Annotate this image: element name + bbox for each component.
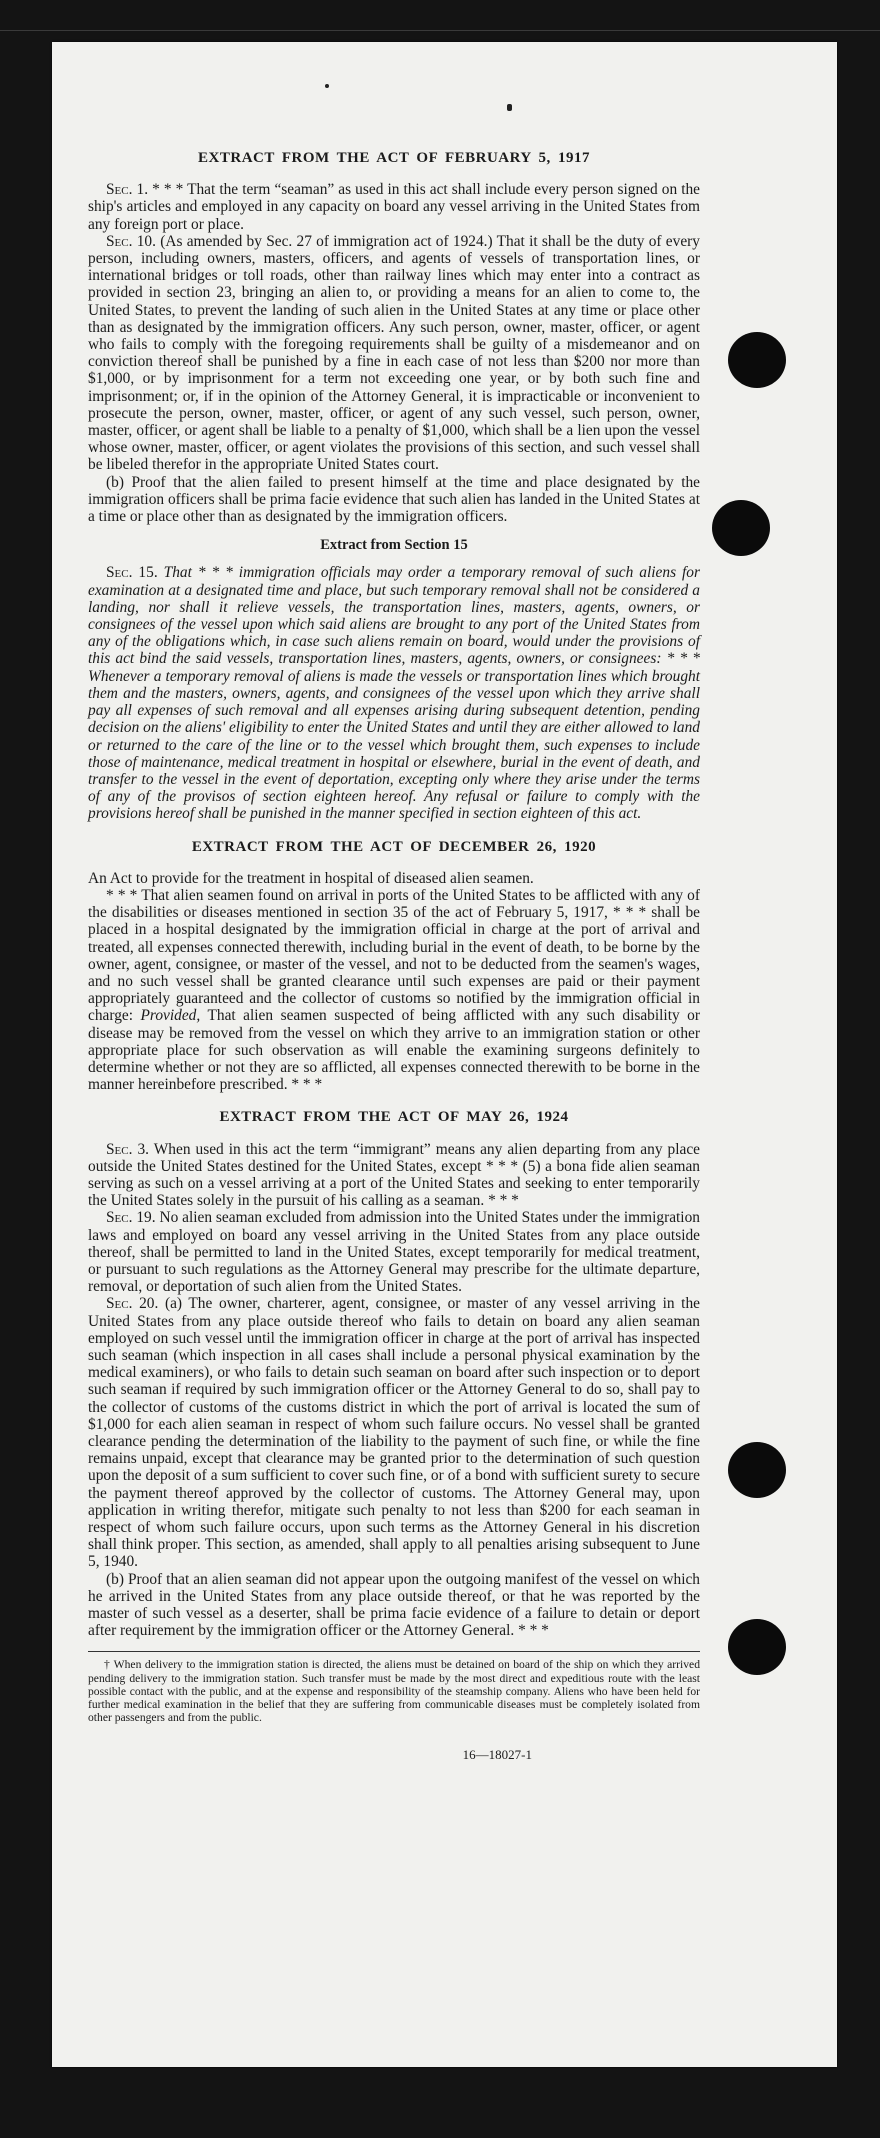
subheading-section-15: Extract from Section 15 [320, 537, 468, 554]
section-20b-paragraph: (b) Proof that an alien seaman did not appear upon the outgoing manifest of the vessel on which he arrived in the United States from any place outside thereof, or that he was reported by the master of such vessel as a deserter, shall be prima facie evidence of a failure to detain or deport after requirement by the immigration officer or the Attorney General. * * * [88, 1570, 700, 1640]
section-1-text: * * * That the term “seaman” as used in this act shall include every person signed on the ship's articles and employed in any capacity on board any vessel arriving in the United States from any foreign port or place. [88, 181, 700, 233]
punch-hole [728, 332, 786, 388]
section-15-text: That * * * immigration officials may order a temporary removal of such aliens for examination at a designated time and place, but such temporary removal shall not be considered a landing, nor shall it relieve vessels, the transportation lines, masters, agents, owners, or consignees of the vessel upon which said aliens are brought to any port of the United States from any of the obligations which, in case such aliens remain on board, would under the provisions of this act bind the said vessels, transportation lines, masters, agents, owners, or consignees: * * * Whenever a temporary removal of aliens is made the vessels or transportation lines which brought them and the masters, owners, agents, and consignees of the vessel upon which they arrive shall pay all expenses of such removal and all expenses arising during subsequent detention, pending decision on the aliens' eligibility to enter the United States and until they are either allowed to land or returned to the care of the line or to the vessel which brought them, such expenses to include those of maintenance, medical treatment in hospital or elsewhere, burial in the event of death, and transfer to the vessel in the event of deportation, excepting only where they arise under the terms of any of the provisos of section eighteen hereof. Any refusal or failure to comply with the provisions hereof shall be punished in the manner specified in section eighteen of this act. [88, 564, 700, 823]
document-text [88, 150, 700, 1764]
section-10b-paragraph: (b) Proof that the alien failed to present himself at the time and place designated by the immigration officers shall be prima facie evidence that such alien has landed in the United States at a time or place other than as designated by the immigration officers. [88, 473, 700, 526]
scan-top-edge [0, 30, 880, 31]
punch-hole [728, 1619, 786, 1675]
section-10-paragraph [88, 233, 700, 474]
section-label: Sec. 1. [106, 181, 149, 199]
section-20-text: (a) The owner, charterer, agent, consignee, or master of any vessel arriving in the United States from any place outside thereof who fails to detain on board any alien seaman employed on such vessel until the immigration officer in charge at the port of arrival has inspected such seaman (which inspection in all cases shall include a personal physical examination by the medical examiners), or who fails to detain such seaman on board after such inspection or to deport such seaman if required by such immigration officer or the Attorney General to do so, shall pay to the collector of customs of the customs district in which the port of arrival is located the sum of $1,000 for each alien seaman in respect of whom such failure occurs. No vessel shall be granted clearance pending the determination of the liability to the payment of such fine, or while the fine remains unpaid, except that clearance may be granted prior to the determination of such question upon the deposit of a sum sufficient to cover such fine, or of a bond with sufficient surety to secure the payment thereof approved by the collector of customs. The Attorney General may, upon application in writing therefor, mitigate such penalty to not less than $200 for each seaman in respect of whom such failure occurs, upon such terms as the Attorney General in his discretion shall think proper. This section, as amended, shall apply to all penalties arising subsequent to June 5, 1940. [88, 1295, 700, 1571]
heading-act-1917: EXTRACT FROM THE ACT OF FEBRUARY 5, 1917 [198, 150, 590, 166]
section-19-text: No alien seaman excluded from admission into the United States under the immigration laws and employed on board any vessel arriving in the United States from any place outside thereof, shall be permitted to land in the United States, except temporarily for medical treatment, or pursuant to such regulations as the Attorney General may prescribe for the ultimate departure, removal, or deportation of such alien from the United States. [88, 1209, 700, 1296]
section-20-paragraph [88, 1295, 700, 1570]
section-label: Sec. 15. [106, 564, 158, 582]
section-label: Sec. 19. [106, 1209, 156, 1227]
act-1920-paragraph [88, 887, 700, 1093]
document-number: 16—18027-1 [462, 1747, 532, 1763]
section-19-paragraph [88, 1209, 700, 1295]
act-1920-intro: An Act to provide for the treatment in hospital of diseased alien seamen. [88, 869, 534, 887]
act-1920-provided: Provided, [140, 1007, 201, 1025]
section-1-paragraph [88, 181, 700, 233]
punch-hole [728, 1442, 786, 1498]
punch-hole [712, 500, 770, 556]
act-1920-text: * * * That alien seamen found on arrival in ports of the United States to be afflicted with any of the disabilities or diseases mentioned in section 35 of the act of February 5, 1917, * * * shall be placed in a hospital designated by the immigration official in charge at the port of arrival and treated, all expenses connected therewith, including burial in the event of death, to be borne by the owner, agent, consignee, or master of the vessel, and not to be deducted from the seamen's wages, and no such vessel shall be granted clearance until such expenses are paid or their payment appropriately guaranteed and the collector of customs so notified by the immigration official in charge: [88, 886, 700, 1025]
act-1920-text-2: That alien seamen suspected of being afflicted with any such disability or disease may be removed from the vessel on which they arrive to an immigration station or other appropriate place for such observation as will enable the examining surgeons definitely to determine whether or not they are so afflicted, all expenses connected therewith to be borne in the manner hereinbefore prescribed. * * * [88, 1007, 700, 1094]
section-label: Sec. 20. [106, 1295, 159, 1313]
section-label: Sec. 3. [106, 1140, 150, 1158]
heading-act-1920: EXTRACT FROM THE ACT OF DECEMBER 26, 1920 [191, 838, 597, 855]
section-10-text: (As amended by Sec. 27 of immigration act of 1924.) That it shall be the duty of every person, including owners, masters, officers, and agents of vessels of transportation lines, or international bridges or toll roads, other than railway lines which may enter into a contract as provided in section 23, bringing an alien to, or providing a means for an alien to come to, the United States, to prevent the landing of such alien in the United States at any time or place other than as designated by the immigration officers. Any such person, owner, master, officer, or agent who fails to comply with the foregoing requirements shall be guilty of a misdemeanor and on conviction thereof shall be punished by a fine in each case of not less than $200 nor more than $1,000, or by imprisonment for a term not exceeding one year, or by both such fine and imprisonment; or, if in the opinion of the Attorney General, it is impracticable or inconvenient to prosecute the person, owner, master, officer, or agent of any such vessel, such person, owner, master, officer, or agent shall be liable to a penalty of $1,000, which shall be a lien upon the vessel whose owner, master, officer, or agent violates the provisions of this section, and such vessel shall be libeled therefor in the appropriate United States court. [88, 232, 700, 474]
section-label: Sec. 10. [106, 232, 156, 250]
section-3-paragraph [88, 1141, 700, 1210]
dust-speck [507, 104, 512, 111]
heading-act-1924: EXTRACT FROM THE ACT OF MAY 26, 1924 [219, 1109, 569, 1126]
section-3-text: When used in this act the term “immigrant” means any alien departing from any place outside the United States destined for the United States, except * * * (5) a bona fide alien seaman serving as such on a vessel arriving at a port of the United States and seeking to enter temporarily the United States solely in the pursuit of his calling as a seaman. * * * [88, 1140, 700, 1210]
section-15-paragraph [88, 564, 700, 822]
footnote-rule [88, 1651, 700, 1652]
dust-speck [325, 84, 329, 88]
footnote: † When delivery to the immigration station is directed, the aliens must be detained on board of the ship on which they arrived pending delivery to the immigration station. Such transfer must be made by the most direct and expeditious route with the least possible contact with the public, and at the expense and responsibility of the steamship company. Aliens who have been held for further medical examination in the belief that they are suffering from communicable diseases must be completely isolated from other passengers and from the public. [88, 1658, 700, 1725]
